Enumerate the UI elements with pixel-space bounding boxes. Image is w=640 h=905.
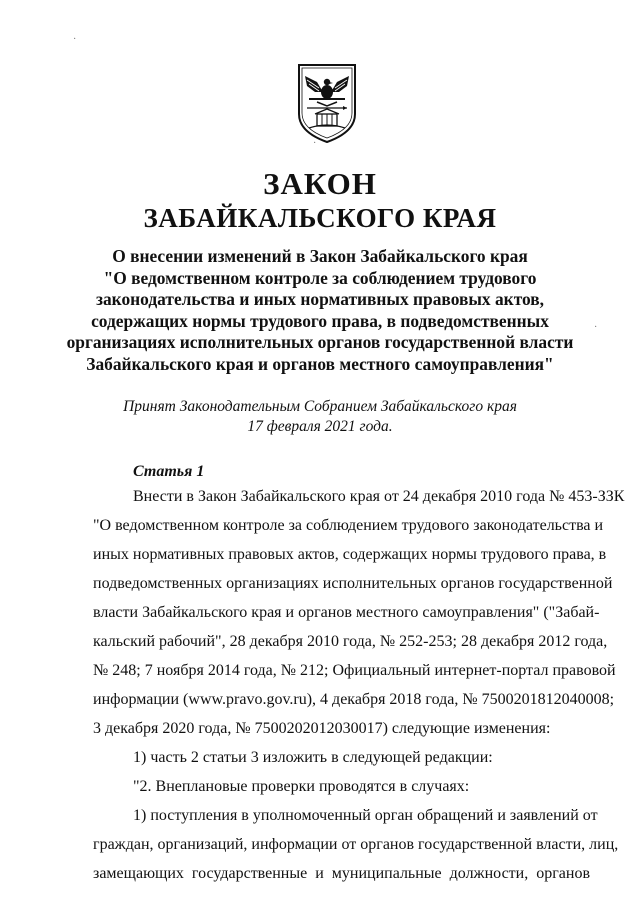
article-line: иных нормативных правовых актов, содержащих нормы трудового права, в [93,546,607,563]
scan-dot: · [73,34,77,45]
subject-line: законодательства и иных нормативных правовых актов, [95,289,545,309]
adoption-line: Принят Законодательным Собранием Забайкальского края [123,398,517,415]
article-line: "2. Внеплановые проверки проводятся в случаях: [133,778,470,795]
article-line: замещающих государственные и муниципальные должности, органов [93,865,590,882]
subject-line: содержащих нормы трудового права, в подведомственных [91,310,549,331]
law-region: ЗАБАЙКАЛЬСКОГО КРАЯ [143,203,497,233]
law-subject [60,246,580,375]
article-line: власти Забайкальского края и органов местного самоуправления" ("Забай- [93,604,600,621]
law-title: ЗАКОН [263,166,377,201]
scan-dot: · [594,322,598,333]
scan-dot: · [313,138,317,149]
article-line: граждан, организаций, информации от органов государственной власти, лиц, [93,836,619,853]
article-line: Внести в Закон Забайкальского края от 24 декабря 2010 года № 453-ЗЗК [133,488,625,505]
coat-of-arms-icon [295,62,359,144]
adoption-note [80,397,560,437]
article-heading: Статья 1 [133,463,205,480]
subject-line: "О ведомственном контроле за соблюдением трудового [103,267,537,288]
article-line: 1) часть 2 статьи 3 изложить в следующей редакции: [133,749,493,766]
article-line: № 248; 7 ноября 2014 года, № 212; Официальный интернет-портал правовой [93,662,616,679]
adoption-date: 17 февраля 2021 года. [247,418,393,435]
subject-line: Забайкальского края и органов местного самоуправления" [86,353,554,374]
article-line: кальский рабочий", 28 декабря 2010 года, № 252-253; 28 декабря 2012 года, [93,633,608,650]
article-line: подведомственных организациях исполнительных органов государственной [93,575,613,592]
article-line: 3 декабря 2020 года, № 7500202012030017) следующие изменения: [93,720,551,737]
article-line: информации (www.pravo.gov.ru), 4 декабря 2018 года, № 7500201812040008; [93,691,615,708]
article-line: 1) поступления в уполномоченный орган обращений и заявлений от [133,807,598,824]
article-line: "О ведомственном контроле за соблюдением трудового законодательства и [93,517,604,534]
subject-line: организациях исполнительных органов государственной власти [66,332,574,352]
subject-line: О внесении изменений в Закон Забайкальского края [112,246,528,266]
